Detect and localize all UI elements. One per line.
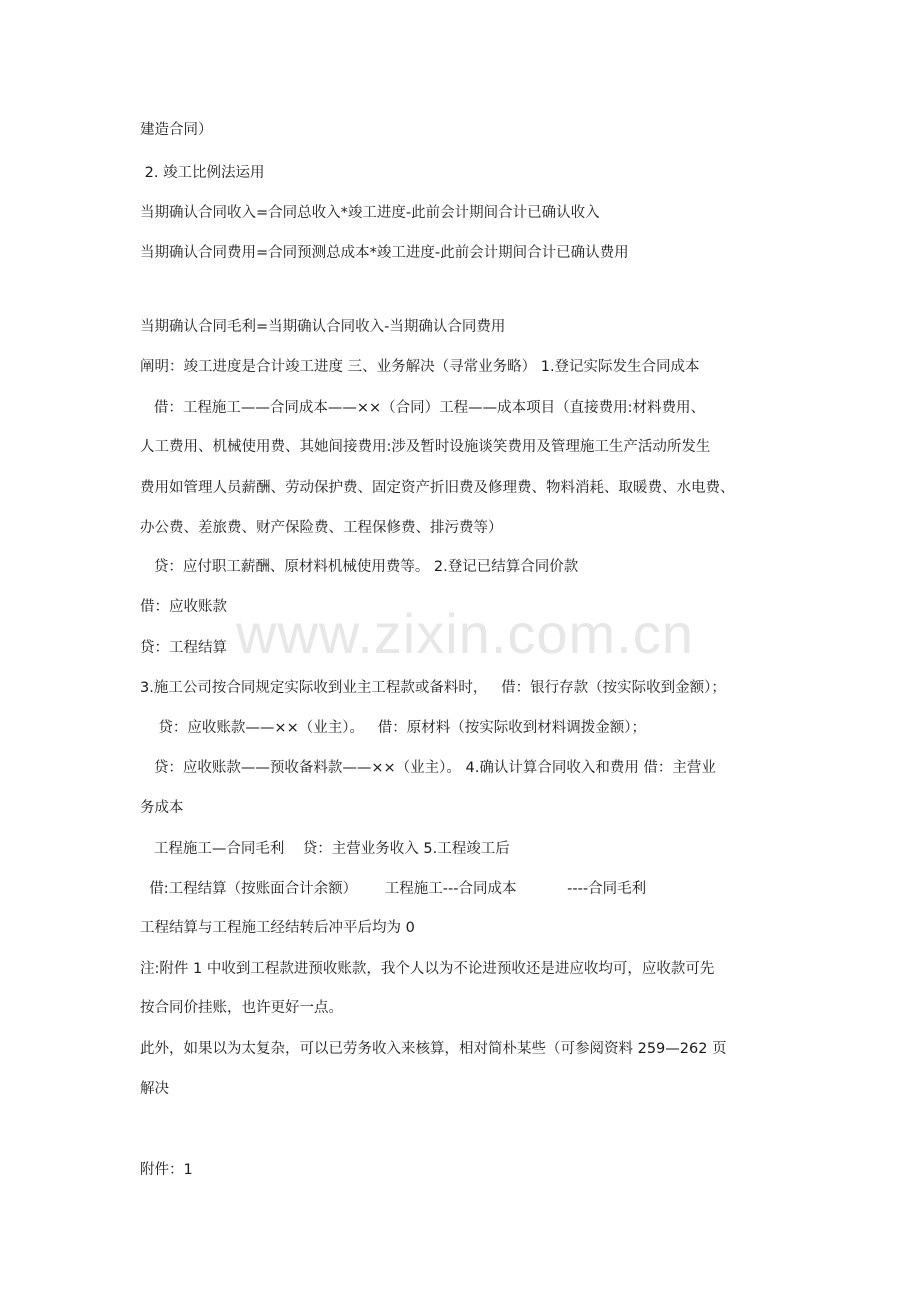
text-line: 附件：1 bbox=[140, 1162, 193, 1178]
text-line: 贷：应收账款——××（业主）。 借：原材料（按实际收到材料调拨金额）； bbox=[140, 720, 647, 736]
text-line: 借：工程施工——合同成本——××（合同）工程——成本项目（直接费用:材料费用、 bbox=[140, 400, 706, 416]
text-line: 办公费、差旅费、财产保险费、工程保修费、排污费等） bbox=[140, 520, 503, 536]
text-line: 费用如管理人员薪酬、劳动保护费、固定资产折旧费及修理费、物料消耗、取暖费、水电费、 bbox=[140, 480, 735, 496]
text-line: 3.施工公司按合同规定实际收到业主工程款或备料时， 借：银行存款（按实际收到金额）； bbox=[140, 680, 726, 696]
text-line: 当期确认合同毛利=当期确认合同收入-当期确认合同费用 bbox=[140, 319, 506, 335]
text-line: 工程结算与工程施工经结转后冲平后均为 0 bbox=[140, 920, 415, 936]
watermark: www.zixin.com.cn bbox=[236, 602, 694, 665]
text-line: 阐明：竣工进度是合计竣工进度 三、业务解决（寻常业务略） 1.登记实际发生合同成本 bbox=[140, 359, 700, 375]
text-line: 按合同价挂账，也许更好一点。 bbox=[140, 1000, 343, 1016]
text-line: 解决 bbox=[140, 1081, 169, 1097]
text-line: 此外，如果以为太复杂，可以已劳务收入来核算，相对简朴某些（可参阅资料 259—262 页 bbox=[140, 1041, 727, 1057]
text-line: 务成本 bbox=[140, 800, 184, 816]
text-line: 借：应收账款 bbox=[140, 599, 227, 615]
text-line: 当期确认合同费用=合同预测总成本*竣工进度-此前会计期间合计已确认费用 bbox=[140, 245, 629, 261]
text-line: 建造合同） bbox=[140, 122, 213, 138]
text-line: 人工费用、机械使用费、其她间接费用:涉及暂时设施谈笑费用及管理施工生产活动所发生 bbox=[140, 439, 711, 455]
text-line: 工程施工—合同毛利 贷：主营业务收入 5.工程竣工后 bbox=[140, 841, 510, 857]
text-line: 当期确认合同收入=合同总收入*竣工进度-此前会计期间合计已确认收入 bbox=[140, 205, 600, 221]
text-line: 2. 竣工比例法运用 bbox=[140, 165, 265, 181]
text-line: 贷：应收账款——预收备料款——××（业主）。 4.确认计算合同收入和费用 借：主营业 bbox=[140, 760, 716, 776]
text-line: 注:附件 1 中收到工程款进预收账款，我个人以为不论进预收还是进应收均可，应收款可先 bbox=[140, 961, 715, 977]
text-line: 贷：应付职工薪酬、原材料机械使用费等。 2.登记已结算合同价款 bbox=[140, 559, 579, 575]
text-line: 借:工程结算（按账面合计余额） 工程施工---合同成本 ----合同毛利 bbox=[140, 881, 647, 897]
text-line: 贷：工程结算 bbox=[140, 640, 227, 656]
